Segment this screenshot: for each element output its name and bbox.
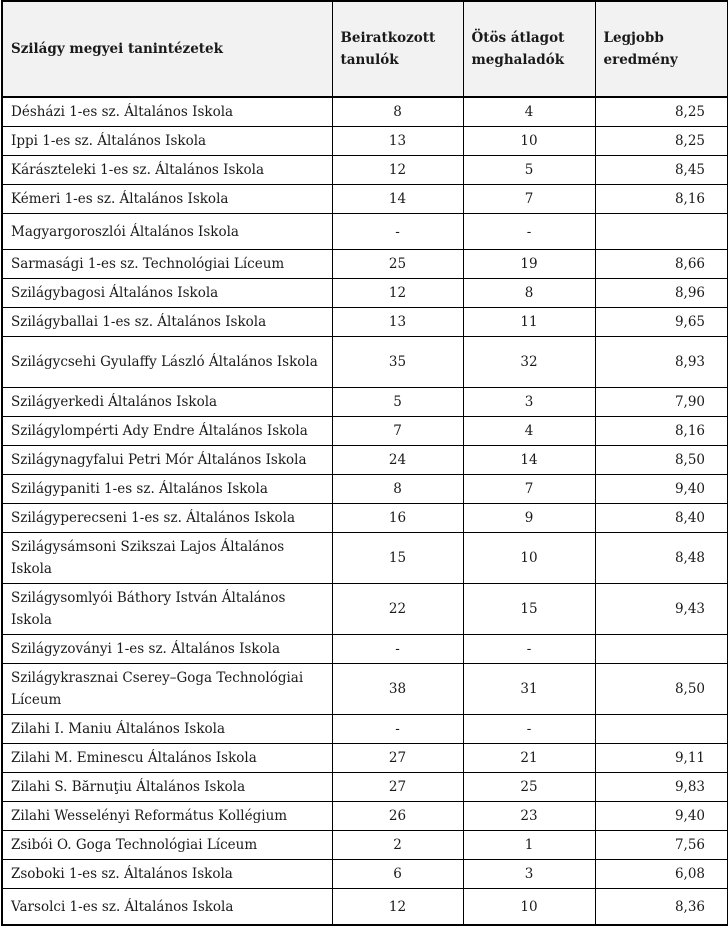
cell-enrolled: 8 — [332, 475, 463, 504]
cell-enrolled: 24 — [332, 446, 463, 475]
table-row — [2, 889, 728, 926]
cell-best: 8,50 — [595, 446, 728, 475]
cell-school: Szilágyperecseni 1-es sz. Általános Iskola — [2, 504, 332, 533]
cell-best: 9,40 — [595, 475, 728, 504]
cell-best: 8,45 — [595, 156, 728, 185]
cell-above-five: 19 — [463, 250, 595, 279]
cell-school: Zsoboki 1-es sz. Általános Iskola — [2, 860, 332, 889]
table-row — [2, 446, 728, 475]
cell-enrolled: - — [332, 635, 463, 664]
cell-best: 8,40 — [595, 504, 728, 533]
cell-above-five: 7 — [463, 475, 595, 504]
cell-best: 8,25 — [595, 97, 728, 127]
cell-best: 9,40 — [595, 802, 728, 831]
cell-best: 9,43 — [595, 584, 728, 635]
cell-best — [595, 635, 728, 664]
cell-enrolled: 25 — [332, 250, 463, 279]
cell-school: Sarmasági 1-es sz. Technológiai Líceum — [2, 250, 332, 279]
table-row — [2, 417, 728, 446]
table-body — [2, 97, 728, 925]
cell-school: Szilágysámsoni Szikszai Lajos Általános Iskola — [2, 533, 332, 584]
table-row — [2, 664, 728, 715]
cell-above-five: - — [463, 214, 595, 250]
table-header — [2, 1, 728, 97]
cell-school: Désházi 1-es sz. Általános Iskola — [2, 97, 332, 127]
cell-enrolled: 8 — [332, 97, 463, 127]
table-row — [2, 773, 728, 802]
table-row — [2, 635, 728, 664]
cell-school: Szilágybagosi Általános Iskola — [2, 279, 332, 308]
cell-enrolled: 12 — [332, 889, 463, 926]
cell-school: Szilágycsehi Gyulaffy László Általános Iskola — [2, 337, 332, 388]
cell-best: 8,66 — [595, 250, 728, 279]
cell-school: Zsibói O. Goga Technológiai Líceum — [2, 831, 332, 860]
cell-above-five: 21 — [463, 744, 595, 773]
cell-above-five: 10 — [463, 889, 595, 926]
cell-best: 7,56 — [595, 831, 728, 860]
cell-best: 9,65 — [595, 308, 728, 337]
cell-above-five: 3 — [463, 860, 595, 889]
cell-enrolled: 12 — [332, 279, 463, 308]
cell-school: Szilágykrasznai Cserey–Goga Technológiai Líceum — [2, 664, 332, 715]
cell-school: Zilahi Wesselényi Református Kollégium — [2, 802, 332, 831]
cell-above-five: 4 — [463, 417, 595, 446]
cell-above-five: - — [463, 635, 595, 664]
cell-above-five: 32 — [463, 337, 595, 388]
cell-school: Szilágyzoványi 1-es sz. Általános Iskola — [2, 635, 332, 664]
cell-school: Szilágynagyfalui Petri Mór Általános Iskola — [2, 446, 332, 475]
table-row — [2, 533, 728, 584]
header-best: Legjobb eredmény — [595, 1, 728, 97]
cell-best — [595, 214, 728, 250]
cell-above-five: 25 — [463, 773, 595, 802]
table-row — [2, 250, 728, 279]
cell-above-five: 8 — [463, 279, 595, 308]
cell-above-five: 14 — [463, 446, 595, 475]
cell-school: Ippi 1-es sz. Általános Iskola — [2, 127, 332, 156]
cell-enrolled: 35 — [332, 337, 463, 388]
cell-above-five: - — [463, 715, 595, 744]
table-row — [2, 214, 728, 250]
table-row — [2, 388, 728, 417]
cell-enrolled: 13 — [332, 127, 463, 156]
cell-best — [595, 715, 728, 744]
cell-above-five: 10 — [463, 127, 595, 156]
cell-enrolled: - — [332, 715, 463, 744]
cell-best: 6,08 — [595, 860, 728, 889]
table-row — [2, 860, 728, 889]
cell-above-five: 4 — [463, 97, 595, 127]
cell-above-five: 3 — [463, 388, 595, 417]
cell-school: Szilágypaniti 1-es sz. Általános Iskola — [2, 475, 332, 504]
cell-above-five: 31 — [463, 664, 595, 715]
cell-best: 8,48 — [595, 533, 728, 584]
cell-enrolled: 13 — [332, 308, 463, 337]
cell-enrolled: 38 — [332, 664, 463, 715]
cell-enrolled: 6 — [332, 860, 463, 889]
cell-best: 8,96 — [595, 279, 728, 308]
cell-school: Szilágyerkedi Általános Iskola — [2, 388, 332, 417]
cell-enrolled: 14 — [332, 185, 463, 214]
cell-school: Kárászteleki 1-es sz. Általános Iskola — [2, 156, 332, 185]
table-row — [2, 308, 728, 337]
table-row — [2, 475, 728, 504]
cell-enrolled: 16 — [332, 504, 463, 533]
cell-best: 9,11 — [595, 744, 728, 773]
cell-best: 8,16 — [595, 417, 728, 446]
cell-school: Szilágylompérti Ady Endre Általános Iskola — [2, 417, 332, 446]
cell-school: Szilágysomlyói Báthory István Általános Iskola — [2, 584, 332, 635]
table-row — [2, 744, 728, 773]
table-row — [2, 185, 728, 214]
cell-above-five: 9 — [463, 504, 595, 533]
table-row — [2, 337, 728, 388]
cell-enrolled: 5 — [332, 388, 463, 417]
table-row — [2, 127, 728, 156]
cell-enrolled: 22 — [332, 584, 463, 635]
cell-school: Magyargoroszlói Általános Iskola — [2, 214, 332, 250]
cell-above-five: 7 — [463, 185, 595, 214]
cell-best: 9,83 — [595, 773, 728, 802]
table-row — [2, 584, 728, 635]
cell-best: 8,16 — [595, 185, 728, 214]
cell-above-five: 5 — [463, 156, 595, 185]
cell-above-five: 1 — [463, 831, 595, 860]
cell-enrolled: 7 — [332, 417, 463, 446]
header-enrolled: Beiratkozott tanulók — [332, 1, 463, 97]
schools-table — [1, 0, 728, 926]
cell-best: 8,93 — [595, 337, 728, 388]
cell-best: 8,36 — [595, 889, 728, 926]
cell-school: Zilahi M. Eminescu Általános Iskola — [2, 744, 332, 773]
cell-enrolled: 26 — [332, 802, 463, 831]
cell-best: 8,25 — [595, 127, 728, 156]
cell-enrolled: 27 — [332, 744, 463, 773]
cell-school: Varsolci 1-es sz. Általános Iskola — [2, 889, 332, 926]
cell-enrolled: 15 — [332, 533, 463, 584]
table-row — [2, 831, 728, 860]
header-school: Szilágy megyei tanintézetek — [2, 1, 332, 97]
table-row — [2, 279, 728, 308]
cell-enrolled: 2 — [332, 831, 463, 860]
table-row — [2, 156, 728, 185]
cell-above-five: 15 — [463, 584, 595, 635]
cell-school: Zilahi I. Maniu Általános Iskola — [2, 715, 332, 744]
cell-enrolled: 12 — [332, 156, 463, 185]
table-row — [2, 715, 728, 744]
cell-enrolled: 27 — [332, 773, 463, 802]
cell-enrolled: - — [332, 214, 463, 250]
header-above-five: Ötös átlagot meghaladók — [463, 1, 595, 97]
header-row — [2, 1, 728, 97]
cell-above-five: 11 — [463, 308, 595, 337]
cell-best: 7,90 — [595, 388, 728, 417]
cell-above-five: 23 — [463, 802, 595, 831]
cell-best: 8,50 — [595, 664, 728, 715]
cell-school: Szilágyballai 1-es sz. Általános Iskola — [2, 308, 332, 337]
table-row — [2, 504, 728, 533]
table-row — [2, 97, 728, 127]
cell-above-five: 10 — [463, 533, 595, 584]
cell-school: Kémeri 1-es sz. Általános Iskola — [2, 185, 332, 214]
cell-school: Zilahi S. Bărnuţiu Általános Iskola — [2, 773, 332, 802]
table-row — [2, 802, 728, 831]
